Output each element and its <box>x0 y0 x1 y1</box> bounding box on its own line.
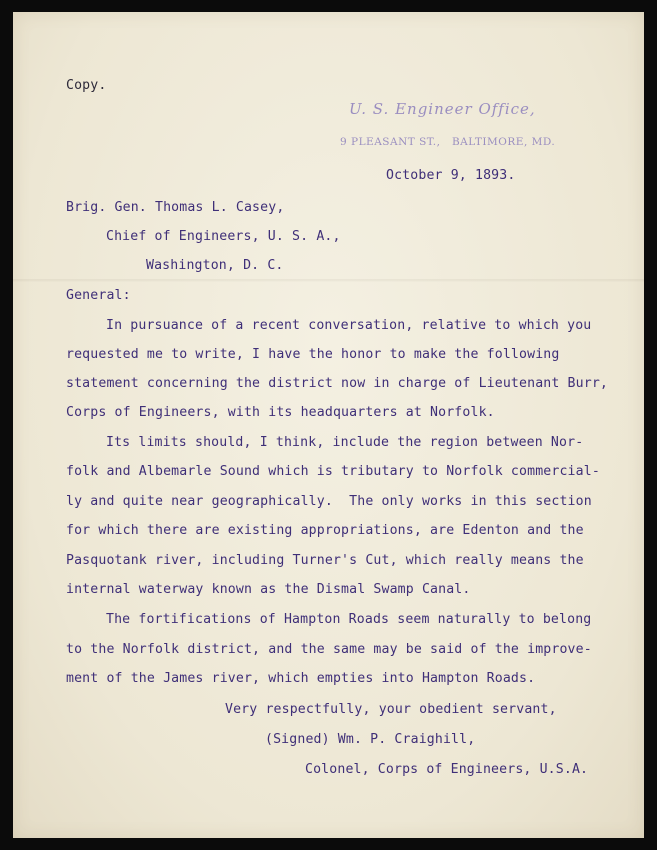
body-line: Corps of Engineers, with its headquarters at Norfolk. <box>66 405 495 420</box>
body-line: ly and quite near geographically. The only works in this section <box>66 494 592 509</box>
body-line: folk and Albemarle Sound which is tributary to Norfolk commercial- <box>66 464 600 479</box>
body-line: The fortifications of Hampton Roads seem naturally to belong <box>106 612 592 627</box>
recipient-location: Washington, D. C. <box>146 258 284 273</box>
body-line: Its limits should, I think, include the region between Nor- <box>106 435 584 450</box>
body-line: In pursuance of a recent conversation, relative to which you <box>106 318 592 333</box>
body-line: requested me to write, I have the honor to make the following <box>66 347 560 362</box>
letterhead-office-stamp: U. S. Engineer Office, <box>349 100 536 118</box>
body-line: statement concerning the district now in charge of Lieutenant Burr, <box>66 376 608 391</box>
body-line: to the Norfolk district, and the same may be said of the improve- <box>66 642 592 657</box>
body-line: Pasquotank river, including Turner's Cut, which really means the <box>66 553 584 568</box>
recipient-name: Brig. Gen. Thomas L. Casey, <box>66 200 285 215</box>
recipient-title: Chief of Engineers, U. S. A., <box>106 229 341 244</box>
body-line: ment of the James river, which empties into Hampton Roads. <box>66 671 536 686</box>
letterhead-address-stamp: 9 PLEASANT ST., BALTIMORE, MD. <box>340 136 556 148</box>
closing: Very respectfully, your obedient servant, <box>225 702 557 717</box>
letter-date: October 9, 1893. <box>386 168 516 183</box>
signer-title: Colonel, Corps of Engineers, U.S.A. <box>305 762 589 777</box>
body-line: for which there are existing appropriations, are Edenton and the <box>66 523 584 538</box>
body-line: internal waterway known as the Dismal Swamp Canal. <box>66 582 471 597</box>
copy-label: Copy. <box>66 78 107 93</box>
salutation: General: <box>66 288 131 303</box>
signature: (Signed) Wm. P. Craighill, <box>265 732 476 747</box>
